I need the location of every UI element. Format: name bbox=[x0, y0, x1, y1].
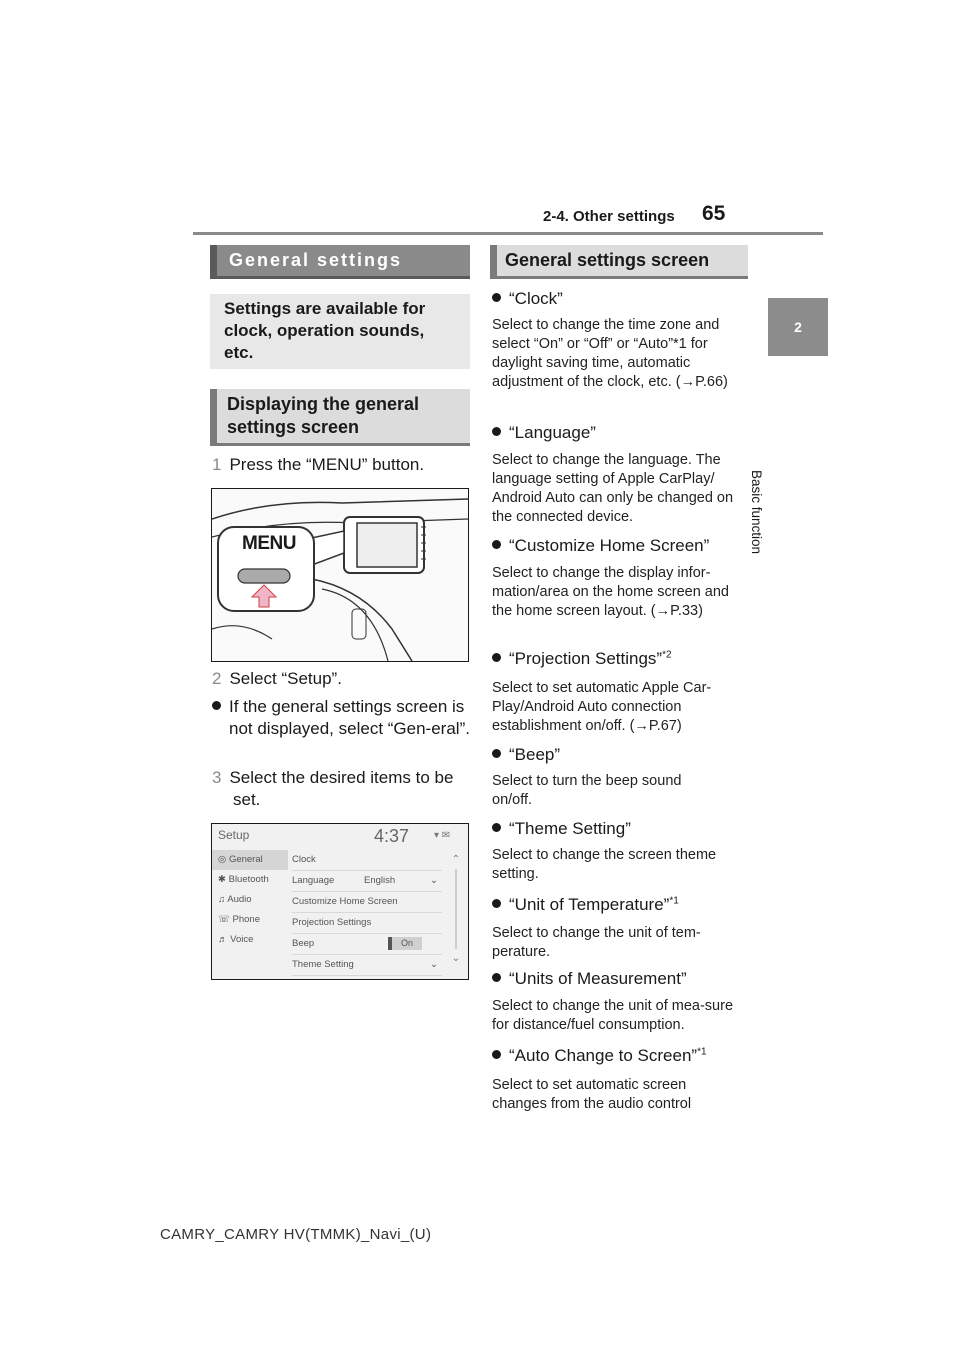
beep-toggle[interactable]: On bbox=[388, 937, 422, 950]
general-settings-heading bbox=[210, 245, 470, 279]
heading-text: General settings screen bbox=[505, 250, 710, 270]
setup-rows bbox=[292, 850, 442, 976]
setup-clock: 4:37 bbox=[374, 826, 410, 846]
item-customize-home bbox=[492, 535, 709, 557]
footnote-mark: *1 bbox=[697, 1046, 707, 1058]
item-units-measurement bbox=[492, 968, 687, 990]
step-number: 3 bbox=[212, 768, 222, 787]
bullet-dot bbox=[492, 973, 501, 982]
footnote-mark: *1 bbox=[669, 895, 679, 907]
item-auto-change-screen bbox=[492, 1045, 707, 1067]
item-clock bbox=[492, 288, 563, 310]
setup-title: Setup bbox=[218, 828, 250, 842]
bullet-dot bbox=[492, 293, 501, 302]
bullet-text: If the general settings screen is not displayed, select “Gen-eral”. bbox=[229, 697, 470, 738]
displaying-heading bbox=[210, 389, 470, 446]
step-1 bbox=[212, 454, 470, 476]
row-customize-home[interactable] bbox=[292, 892, 442, 913]
chevron-down-icon: ⌄ bbox=[430, 875, 438, 886]
bullet-dot bbox=[492, 823, 501, 832]
side-label: General bbox=[228, 854, 263, 865]
header-rule bbox=[193, 232, 823, 235]
item-label: “Unit of Temperature” bbox=[509, 895, 670, 914]
scrollbar[interactable] bbox=[450, 854, 462, 974]
desc-units-measurement: Select to change the unit of mea-sure for distance/fuel consumption. bbox=[492, 998, 734, 1033]
bullet-dot bbox=[492, 427, 501, 436]
desc-clock: Select to change the time zone and select “On” or “Off” or “Auto”*1 for daylight saving time, automatic adjustment of the clock, etc. (→P.66) bbox=[492, 317, 728, 390]
side-label: Bluetooth bbox=[228, 874, 269, 885]
step-number: 1 bbox=[212, 455, 222, 474]
side-label: Phone bbox=[232, 914, 261, 925]
row-beep[interactable] bbox=[292, 934, 442, 955]
item-label: “Auto Change to Screen” bbox=[509, 1046, 698, 1065]
row-label: Customize Home Screen bbox=[292, 896, 398, 907]
row-label: Language bbox=[292, 875, 335, 886]
item-label: “Theme Setting” bbox=[509, 819, 631, 838]
footer-model: CAMRY_CAMRY HV(TMMK)_Navi_(U) bbox=[160, 1226, 432, 1243]
chapter-tab[interactable]: 2 bbox=[768, 298, 828, 356]
step-text: Select the desired items to be set. bbox=[229, 768, 454, 809]
row-label: Clock bbox=[292, 854, 316, 865]
row-language[interactable] bbox=[292, 871, 442, 892]
step-text: Press the “MENU” button. bbox=[229, 455, 425, 474]
side-item-bluetooth[interactable]: ✱ Bluetooth bbox=[218, 874, 269, 885]
item-label: “Customize Home Screen” bbox=[509, 536, 710, 555]
item-label: “Units of Measurement” bbox=[509, 969, 687, 988]
scroll-track bbox=[455, 869, 457, 949]
item-label: “Language” bbox=[509, 423, 596, 442]
row-label: Projection Settings bbox=[292, 917, 372, 928]
row-theme[interactable] bbox=[292, 955, 442, 976]
footnote-mark: *2 bbox=[662, 649, 672, 661]
item-language bbox=[492, 422, 596, 444]
setup-sidebar bbox=[212, 850, 288, 980]
side-label: Audio bbox=[227, 894, 252, 905]
heading-text: General settings bbox=[229, 250, 403, 270]
chapter-label: Basic function bbox=[749, 470, 764, 555]
bullet-dot bbox=[492, 899, 501, 908]
bullet-dot bbox=[492, 1050, 501, 1059]
step-text: Select “Setup”. bbox=[229, 669, 342, 688]
side-item-voice[interactable]: ♬ Voice bbox=[218, 934, 254, 945]
status-icons: ▾ ✉ bbox=[434, 830, 451, 841]
step-number: 2 bbox=[212, 669, 222, 688]
step-3 bbox=[212, 767, 473, 811]
row-label: Beep bbox=[292, 938, 315, 949]
bullet-dot bbox=[212, 701, 221, 710]
desc-customize-home: Select to change the display infor-mation/area on the home screen and the home screen layout. (→P.33) bbox=[492, 565, 729, 619]
bullet-dot bbox=[492, 540, 501, 549]
row-projection[interactable] bbox=[292, 913, 442, 934]
page-number: 65 bbox=[702, 202, 726, 225]
desc-unit-temperature: Select to change the unit of tem-perature. bbox=[492, 925, 701, 960]
side-item-general[interactable]: ◎ General bbox=[212, 850, 288, 870]
desc-beep: Select to turn the beep sound on/off. bbox=[492, 773, 682, 808]
step-2 bbox=[212, 668, 470, 690]
desc-theme: Select to change the screen theme setting. bbox=[492, 847, 717, 882]
row-clock[interactable] bbox=[292, 850, 442, 871]
item-unit-temperature bbox=[492, 894, 679, 916]
item-beep bbox=[492, 744, 560, 766]
subhead-text: Displaying the general settings screen bbox=[227, 394, 420, 437]
side-item-phone[interactable]: ☏ Phone bbox=[218, 914, 261, 925]
section-title: 2-4. Other settings bbox=[543, 208, 675, 225]
row-label: Theme Setting bbox=[292, 959, 354, 970]
language-value: English bbox=[364, 875, 396, 886]
bullet-dot bbox=[492, 653, 501, 662]
menu-label: MENU bbox=[242, 533, 296, 554]
desc-auto-change-screen: Select to set automatic screen changes from the audio control bbox=[492, 1077, 692, 1112]
side-label: Voice bbox=[230, 934, 254, 945]
intro-box: Settings are available for clock, operation sounds, etc. bbox=[210, 294, 470, 369]
chevron-down-icon: ⌄ bbox=[430, 959, 438, 970]
setup-screen-figure bbox=[211, 823, 469, 980]
left-bullet bbox=[212, 696, 479, 740]
item-label: “Beep” bbox=[509, 745, 561, 764]
item-label: “Clock” bbox=[509, 289, 563, 308]
item-label: “Projection Settings” bbox=[509, 649, 663, 668]
item-theme bbox=[492, 818, 631, 840]
dashboard-drawing bbox=[212, 489, 468, 661]
dashboard-illustration bbox=[211, 488, 469, 662]
item-projection bbox=[492, 648, 672, 670]
bullet-dot bbox=[492, 749, 501, 758]
general-settings-screen-heading bbox=[490, 245, 748, 279]
desc-language: Select to change the language. The language setting of Apple CarPlay/ Android Auto can only be changed on the connected device. bbox=[492, 452, 734, 525]
desc-projection: Select to set automatic Apple Car-Play/Android Auto connection establishment on/off. (→P.67) bbox=[492, 680, 712, 734]
scroll-up-icon[interactable]: ⌃ bbox=[451, 854, 461, 865]
side-item-audio[interactable]: ♫ Audio bbox=[218, 894, 252, 905]
scroll-down-icon[interactable]: ⌄ bbox=[451, 953, 461, 964]
